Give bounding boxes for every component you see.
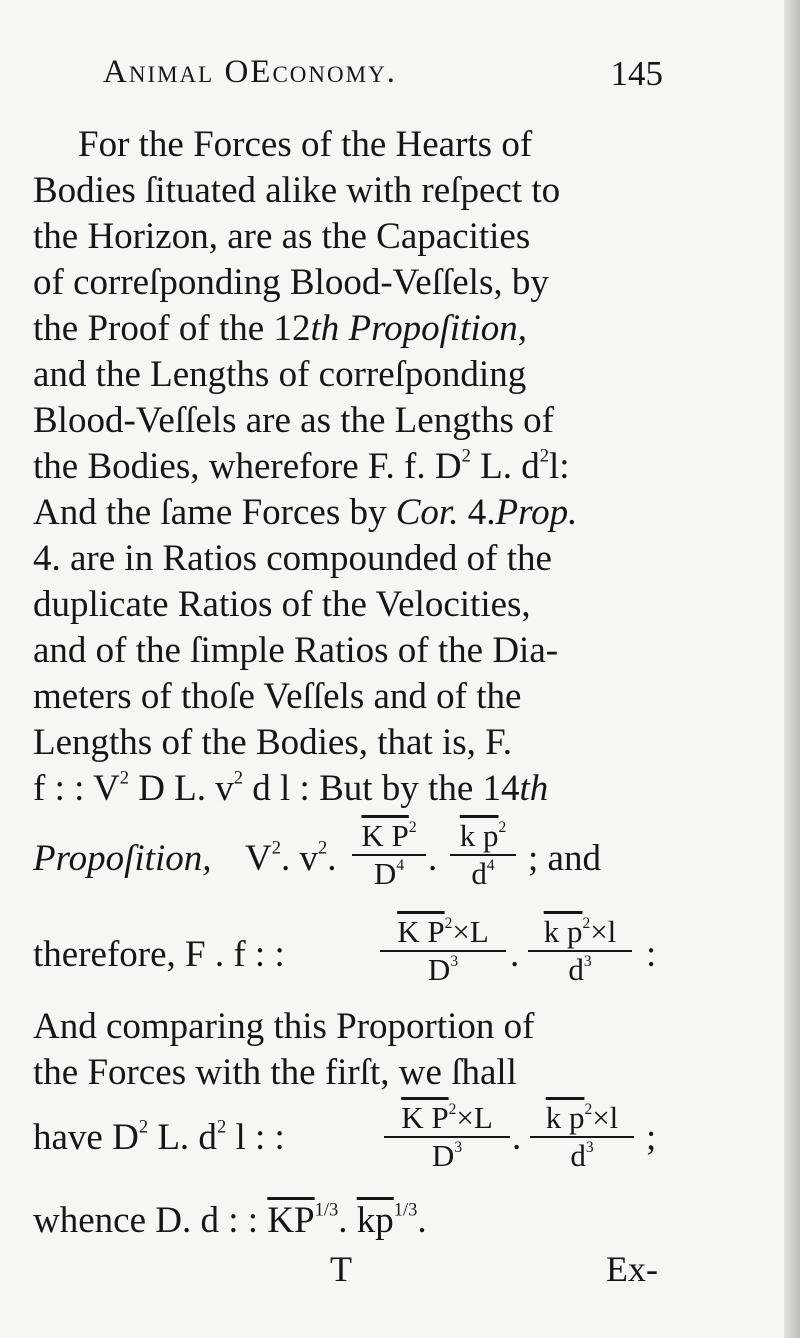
- text-line-9: [33, 490, 661, 536]
- page-header: [103, 54, 663, 104]
- text-line-11: duplicate Ratios of the Velocities,: [33, 584, 531, 625]
- fraction-5-num-text: K P: [401, 1100, 449, 1135]
- text-line-1: [33, 122, 661, 168]
- fraction-3-num-sup: 2: [444, 915, 453, 933]
- fraction-3-den-sup: 3: [450, 953, 459, 971]
- catchword: Ex-: [606, 1249, 658, 1289]
- fraction-2-den-text: d: [471, 856, 487, 891]
- page-gutter-shadow: [784, 0, 800, 1338]
- fraction-1-den-text: D: [373, 856, 397, 891]
- text-line-12: and of the ſimple Ratios of the Dia-: [33, 630, 559, 671]
- fraction-6-num-sup: 2: [584, 1101, 593, 1119]
- fraction-3-denominator: [380, 952, 506, 988]
- line-16-dot: .: [327, 838, 337, 879]
- fraction-6-den-text: d: [570, 1138, 586, 1173]
- page-number: 145: [610, 54, 663, 93]
- fraction-4-den-text: d: [568, 952, 584, 987]
- line-16-v-dot: . v: [280, 838, 318, 879]
- line-9-num: 4.: [458, 492, 496, 533]
- text-line-2: Bodies ſituated alike with reſpect to: [33, 170, 561, 211]
- fraction-2-num-sup: 2: [498, 819, 507, 837]
- line-8-sup-1: 2: [461, 446, 471, 467]
- text-line-19: the Forces with the firſt, we ſhall: [33, 1052, 517, 1093]
- fraction-5-den-sup: 3: [454, 1139, 463, 1157]
- fraction-kp2l-d3: [528, 914, 632, 988]
- line-20-e: l : :: [226, 1117, 285, 1158]
- line-16-v-sup: 2: [271, 838, 281, 859]
- fraction-1-denominator: [352, 856, 426, 892]
- running-title: Animal OEconomy.: [103, 54, 397, 90]
- line-21-KP: $\overline{KP}$: [267, 1200, 315, 1241]
- line-21-sup-1: 1/3: [314, 1200, 339, 1221]
- line-15-sup-2: 2: [233, 768, 244, 789]
- fraction-4-num-text: k p: [543, 914, 583, 949]
- line-8-e: l:: [548, 446, 570, 487]
- line-8-sup-2: 2: [539, 446, 549, 467]
- text-line-3: the Horizon, are as the Capacities: [33, 216, 531, 257]
- fraction-4-num-sup: 2: [582, 915, 591, 933]
- line-21-a: whence D. d : :: [33, 1200, 268, 1241]
- fraction-5-numerator: [384, 1100, 510, 1138]
- fraction-6-numerator: [530, 1100, 634, 1138]
- line-9-cor: Cor.: [395, 492, 459, 533]
- text-line-21: [33, 1198, 661, 1244]
- fraction-3-num-text: K P: [397, 914, 445, 949]
- fraction-3-num-tail: ×L: [452, 914, 489, 949]
- fraction-5-den-text: D: [431, 1138, 455, 1173]
- line-17-therefore: therefore, F . f : :: [33, 934, 285, 975]
- line-16-v: [245, 836, 336, 882]
- line-20-have: [33, 1115, 285, 1161]
- line-15-c: D L. v: [128, 768, 234, 809]
- fraction-1-den-sup: 4: [396, 857, 405, 875]
- line-8-a: the Bodies, wherefore F. f. D: [33, 446, 462, 487]
- line-21-sup-2: 1/3: [393, 1200, 418, 1221]
- fraction-6-num-tail: ×l: [592, 1100, 619, 1135]
- fraction-2-den-sup: 4: [486, 857, 495, 875]
- fraction-KP2L-D3-b: [384, 1100, 510, 1174]
- fraction-5-denominator: [384, 1138, 510, 1174]
- line-17-colon: :: [646, 934, 657, 975]
- fraction-KP2L-D3: [380, 914, 506, 988]
- line-16-propositio: Propoſition,: [33, 838, 212, 879]
- fraction-6-num-text: k p: [545, 1100, 585, 1135]
- fraction-3-numerator: [380, 914, 506, 952]
- fraction-2-numerator: [450, 818, 516, 856]
- text-line-5: [33, 306, 661, 352]
- line-1-text: For the Forces of the Hearts of: [78, 124, 533, 165]
- fraction-KP2-D4: [352, 818, 426, 892]
- line-5-italic: th Propoſition,: [310, 308, 527, 349]
- line-16-and: ; and: [528, 838, 601, 879]
- line-20-sup-2: 2: [216, 1117, 227, 1138]
- fraction-6-denominator: [530, 1138, 634, 1174]
- fraction-2-denominator: [450, 856, 516, 892]
- fraction-4-numerator: [528, 914, 632, 952]
- fraction-5-num-tail: ×L: [456, 1100, 493, 1135]
- fraction-4-den-sup: 3: [583, 953, 592, 971]
- line-21-kp: $\overline{kp}$: [356, 1200, 394, 1241]
- line-17-dot: .: [510, 934, 520, 975]
- signature-mark: T: [330, 1249, 352, 1289]
- line-21-dot: .: [338, 1200, 357, 1241]
- fraction-6-den-sup: 3: [585, 1139, 594, 1157]
- fraction-1-num-sup: 2: [408, 819, 417, 837]
- text-line-13: meters of thoſe Veſſels and of the: [33, 676, 522, 717]
- line-15-italic: th: [519, 768, 549, 809]
- fraction-1-numerator: [352, 818, 426, 856]
- line-20-c: L. d: [148, 1117, 217, 1158]
- line-20-sup-1: 2: [138, 1117, 149, 1138]
- line-5-roman: the Proof of the 12: [33, 308, 311, 349]
- line-20-semicolon: ;: [646, 1117, 657, 1158]
- fraction-5-num-sup: 2: [448, 1101, 457, 1119]
- text-line-18: And comparing this Proportion of: [33, 1006, 535, 1047]
- text-line-8: [33, 444, 661, 490]
- line-9-a: And the ſame Forces by: [33, 492, 396, 533]
- line-20-dot: .: [512, 1117, 522, 1158]
- fraction-kp2l-d3-b: [530, 1100, 634, 1174]
- text-line-6: and the Lengths of correſponding: [33, 354, 527, 395]
- line-16-v2-sup: 2: [317, 838, 328, 859]
- line-16-v-letter: V: [245, 838, 272, 879]
- line-8-c: L. d: [470, 446, 540, 487]
- text-line-15: [33, 766, 661, 812]
- text-line-7: Blood-Veſſels are as the Lengths of: [33, 400, 554, 441]
- line-16-sep-dot: .: [428, 838, 438, 879]
- line-15-e: d l : But by the 14: [243, 768, 520, 809]
- line-15-a: f : : V: [33, 768, 120, 809]
- fraction-3-den-text: D: [427, 952, 451, 987]
- text-line-10: 4. are in Ratios compounded of the: [33, 538, 552, 579]
- fraction-1-num-text: K P: [361, 818, 409, 853]
- text-line-14: Lengths of the Bodies, that is, F.: [33, 722, 513, 763]
- fraction-4-denominator: [528, 952, 632, 988]
- line-21-end: .: [417, 1200, 427, 1241]
- line-20-a: have D: [33, 1117, 139, 1158]
- line-15-sup-1: 2: [119, 768, 129, 789]
- line-9-prop: Prop.: [495, 492, 578, 533]
- fraction-kp2-d4: [450, 818, 516, 892]
- text-line-4: of correſponding Blood-Veſſels, by: [33, 262, 549, 303]
- fraction-2-num-text: k p: [459, 818, 499, 853]
- fraction-4-num-tail: ×l: [590, 914, 617, 949]
